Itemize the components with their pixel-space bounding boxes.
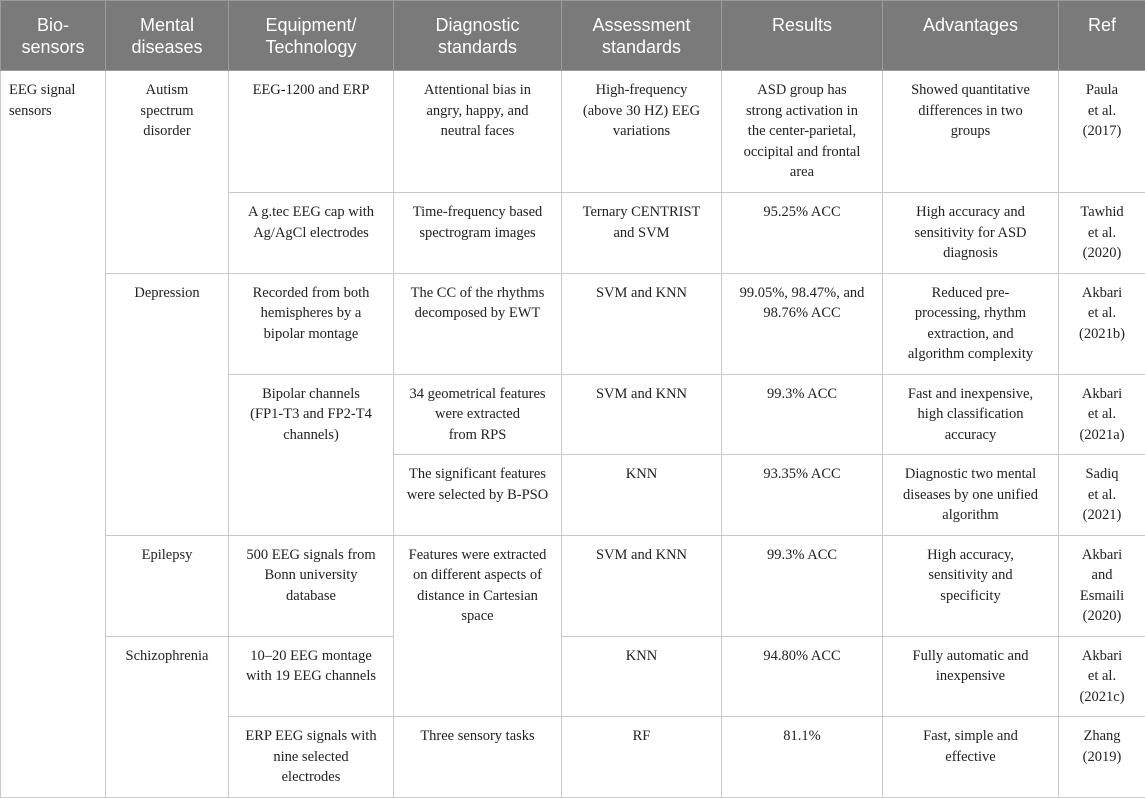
advantages-cell: Fully automatic and inexpensive (883, 636, 1059, 717)
ref-cell: Akbari et al. (2021a) (1059, 374, 1145, 455)
results-cell: ASD group has strong activation in the center-parietal, occipital and frontal area (722, 71, 883, 193)
equipment-cell: ERP EEG signals with nine selected electrodes (229, 717, 394, 798)
equipment-cell: Recorded from both hemispheres by a bipolar montage (229, 273, 394, 374)
header-diagnostic: Diagnostic standards (394, 1, 562, 71)
diagnostic-cell: Time-frequency based spectrogram images (394, 193, 562, 274)
ref-cell: Sadiq et al. (2021) (1059, 455, 1145, 536)
header-biosensors: Bio- sensors (1, 1, 106, 71)
assessment-cell: SVM and KNN (562, 374, 722, 455)
advantages-cell: Fast, simple and effective (883, 717, 1059, 798)
header-mental-diseases: Mental diseases (106, 1, 229, 71)
assessment-cell: RF (562, 717, 722, 798)
assessment-cell: SVM and KNN (562, 535, 722, 636)
diagnostic-cell: Attentional bias in angry, happy, and neutral faces (394, 71, 562, 193)
advantages-cell: Diagnostic two mental diseases by one unified algorithm (883, 455, 1059, 536)
results-cell: 95.25% ACC (722, 193, 883, 274)
equipment-cell: 500 EEG signals from Bonn university database (229, 535, 394, 636)
advantages-cell: High accuracy, sensitivity and specificity (883, 535, 1059, 636)
table-row (1, 535, 1145, 636)
advantages-cell: High accuracy and sensitivity for ASD diagnosis (883, 193, 1059, 274)
ref-cell: Akbari et al. (2021c) (1059, 636, 1145, 717)
results-cell: 99.3% ACC (722, 535, 883, 636)
ref-cell: Zhang (2019) (1059, 717, 1145, 798)
disease-epilepsy: Epilepsy (106, 535, 229, 636)
results-cell: 81.1% (722, 717, 883, 798)
biosensor-cell: EEG signal sensors (1, 71, 106, 798)
results-cell: 93.35% ACC (722, 455, 883, 536)
ref-cell: Tawhid et al. (2020) (1059, 193, 1145, 274)
results-cell: 99.3% ACC (722, 374, 883, 455)
assessment-cell: Ternary CENTRIST and SVM (562, 193, 722, 274)
assessment-cell: SVM and KNN (562, 273, 722, 374)
table-row (1, 273, 1145, 374)
header-equipment: Equipment/ Technology (229, 1, 394, 71)
diagnostic-cell: The CC of the rhythms decomposed by EWT (394, 273, 562, 374)
advantages-cell: Showed quantitative differences in two groups (883, 71, 1059, 193)
assessment-cell: KNN (562, 455, 722, 536)
header-advantages: Advantages (883, 1, 1059, 71)
diagnostic-cell: The significant features were selected by B-PSO (394, 455, 562, 536)
disease-depression: Depression (106, 273, 229, 535)
table-row (1, 636, 1145, 717)
ref-cell: Paula et al. (2017) (1059, 71, 1145, 193)
equipment-cell: 10–20 EEG montage with 19 EEG channels (229, 636, 394, 717)
results-cell: 99.05%, 98.47%, and 98.76% ACC (722, 273, 883, 374)
diagnostic-cell: Three sensory tasks (394, 717, 562, 798)
diagnostic-cell: 34 geometrical features were extracted from RPS (394, 374, 562, 455)
table-row (1, 71, 1145, 193)
disease-schizophrenia: Schizophrenia (106, 636, 229, 798)
header-assessment: Assessment standards (562, 1, 722, 71)
advantages-cell: Fast and inexpensive, high classification accuracy (883, 374, 1059, 455)
header-row (1, 1, 1145, 71)
diagnostic-cell: Features were extracted on different aspects of distance in Cartesian space (394, 535, 562, 717)
disease-autism: Autism spectrum disorder (106, 71, 229, 274)
assessment-cell: KNN (562, 636, 722, 717)
results-cell: 94.80% ACC (722, 636, 883, 717)
header-ref: Ref (1059, 1, 1145, 71)
header-results: Results (722, 1, 883, 71)
advantages-cell: Reduced pre- processing, rhythm extraction, and algorithm complexity (883, 273, 1059, 374)
equipment-cell: EEG-1200 and ERP (229, 71, 394, 193)
ref-cell: Akbari et al. (2021b) (1059, 273, 1145, 374)
ref-cell: Akbari and Esmaili (2020) (1059, 535, 1145, 636)
assessment-cell: High-frequency (above 30 HZ) EEG variations (562, 71, 722, 193)
equipment-cell: A g.tec EEG cap with Ag/AgCl electrodes (229, 193, 394, 274)
equipment-cell: Bipolar channels (FP1-T3 and FP2-T4 channels) (229, 374, 394, 535)
